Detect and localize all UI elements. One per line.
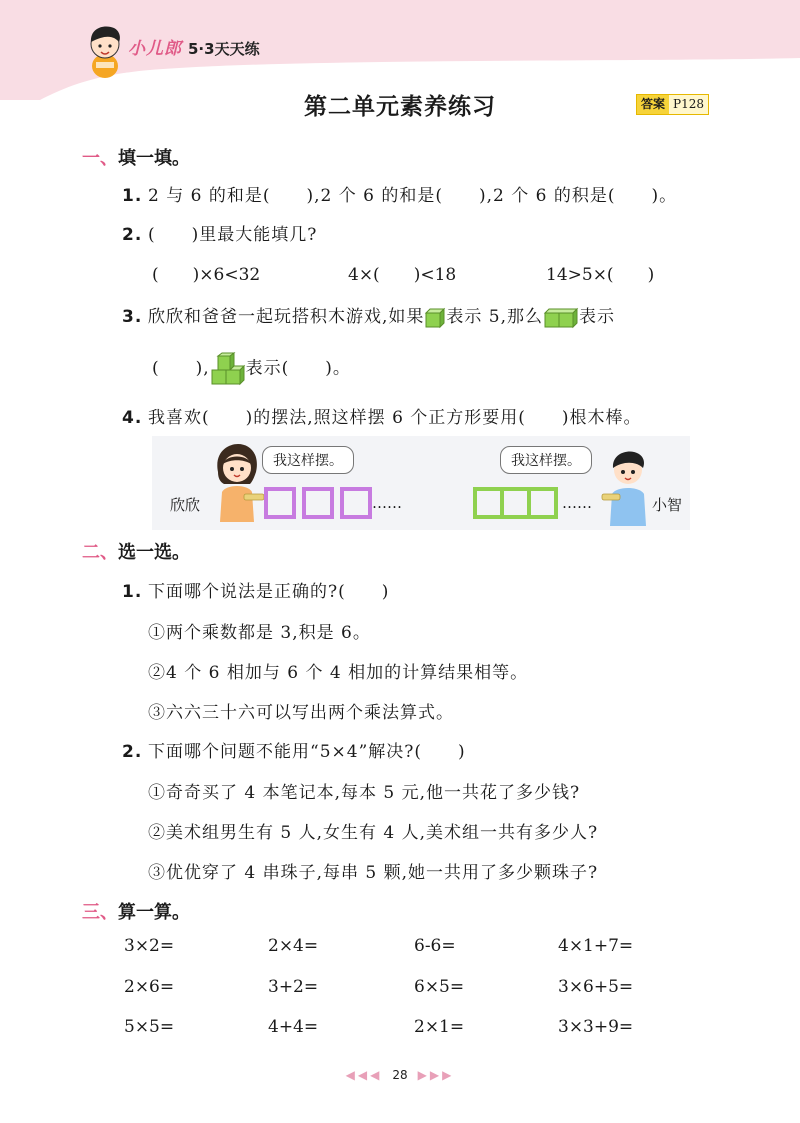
s1-q3-text-a: 欣欣和爸爸一起玩搭积木游戏,如果 <box>148 307 425 327</box>
calc-r1-c4: 4×1+7= <box>558 936 634 956</box>
s1-q3-line2 <box>152 352 351 386</box>
section3-title <box>82 898 190 924</box>
s2-q2-option-2[interactable]: ②美术组男生有 5 人,女生有 4 人,美术组一共有多少人? <box>148 823 599 843</box>
s1-q4-num: 4. <box>122 408 143 428</box>
section2-title <box>82 538 190 564</box>
three-cubes-icon <box>210 352 246 386</box>
ellipsis-left: …… <box>372 494 402 512</box>
calc-r1-c3: 6-6= <box>414 936 456 956</box>
s2-q2 <box>122 737 466 762</box>
answer-page: P128 <box>673 97 704 111</box>
s2-q2-option-1[interactable]: ①奇奇买了 4 本笔记本,每本 5 元,他一共花了多少钱? <box>148 783 581 803</box>
s2-q1-option-1[interactable]: ①两个乘数都是 3,积是 6。 <box>148 623 371 643</box>
section3-label: 算一算。 <box>118 902 190 923</box>
purple-squares-figure <box>264 486 376 524</box>
calc-r3-c4: 3×3+9= <box>558 1017 634 1037</box>
s1-q1-text: 2 与 6 的和是( ),2 个 6 的和是( ),2 个 6 的积是( )。 <box>148 186 678 206</box>
s1-q3 <box>122 302 615 329</box>
page-title: 第二单元素养练习 <box>304 94 496 120</box>
prev-arrows-icon: ◀◀◀ <box>345 1068 383 1082</box>
s1-q3-text-c: 表示 <box>579 307 616 327</box>
s2-q1 <box>122 577 389 602</box>
s2-q1-num: 1. <box>122 582 143 602</box>
s1-q2-item-2: 4×( )<18 <box>348 265 457 285</box>
section1-label: 填一填。 <box>118 148 190 169</box>
page-number <box>0 1068 800 1082</box>
boy-illustration <box>600 446 656 530</box>
brand-series: 5·3天天练 <box>188 40 260 58</box>
mascot-avatar <box>84 22 126 84</box>
s2-q1-option-2[interactable]: ②4 个 6 相加与 6 个 4 相加的计算结果相等。 <box>148 663 529 683</box>
two-cubes-icon <box>543 307 579 329</box>
s1-q3-text-b: 表示 5,那么 <box>446 307 544 327</box>
calc-r2-c2: 3+2= <box>268 977 319 997</box>
calc-r2-c3: 6×5= <box>414 977 465 997</box>
section2-num: 二、 <box>82 542 118 563</box>
s1-q2-item-3: 14>5×( ) <box>546 265 655 285</box>
answer-badge[interactable] <box>636 94 709 115</box>
s1-q2-item-1: ( )×6<32 <box>152 265 261 285</box>
section1-num: 一、 <box>82 148 118 169</box>
s1-q1-num: 1. <box>122 186 143 206</box>
speech-bubble-right: 我这样摆。 <box>500 446 592 474</box>
s1-q2-text: ( )里最大能填几? <box>148 225 318 245</box>
brand-name: 小儿郎 <box>128 39 182 59</box>
s1-q3-num: 3. <box>122 307 143 327</box>
s1-q1 <box>122 181 677 206</box>
s1-q2 <box>122 220 317 245</box>
section2-label: 选一选。 <box>118 542 190 563</box>
section1-title <box>82 144 190 170</box>
calc-r3-c3: 2×1= <box>414 1017 465 1037</box>
s1-q3-text-d: ( ), <box>152 358 210 379</box>
s2-q2-option-3[interactable]: ③优优穿了 4 串珠子,每串 5 颗,她一共用了多少颗珠子? <box>148 863 599 883</box>
calc-r1-c2: 2×4= <box>268 936 319 956</box>
s2-q1-text: 下面哪个说法是正确的?( ) <box>148 582 390 602</box>
s1-q4 <box>122 403 642 428</box>
name-xiaozhi: 小智 <box>652 496 683 514</box>
calc-r3-c2: 4+4= <box>268 1017 319 1037</box>
calc-r3-c1: 5×5= <box>124 1017 175 1037</box>
s2-q2-num: 2. <box>122 742 143 762</box>
calc-r2-c4: 3×6+5= <box>558 977 634 997</box>
section3-num: 三、 <box>82 902 118 923</box>
s1-q3-text-e: 表示( )。 <box>245 358 351 379</box>
s2-q1-option-3[interactable]: ③六六三十六可以写出两个乘法算式。 <box>148 703 454 723</box>
speech-bubble-left: 我这样摆。 <box>262 446 354 474</box>
page-number-value: 28 <box>392 1068 408 1082</box>
girl-illustration <box>208 442 266 526</box>
s1-q4-text: 我喜欢( )的摆法,照这样摆 6 个正方形要用( )根木棒。 <box>148 408 642 428</box>
calc-r1-c1: 3×2= <box>124 936 175 956</box>
answer-label: 答案 <box>637 95 669 114</box>
brand-text <box>128 34 260 59</box>
name-xinxin: 欣欣 <box>170 496 201 514</box>
next-arrows-icon: ▶▶▶ <box>417 1068 455 1082</box>
s2-q2-text: 下面哪个问题不能用“5×4”解决?( ) <box>148 742 466 762</box>
calc-r2-c1: 2×6= <box>124 977 175 997</box>
ellipsis-right: …… <box>562 494 592 512</box>
green-squares-figure <box>472 486 560 524</box>
single-cube-icon <box>424 307 446 329</box>
s1-q2-num: 2. <box>122 225 143 245</box>
